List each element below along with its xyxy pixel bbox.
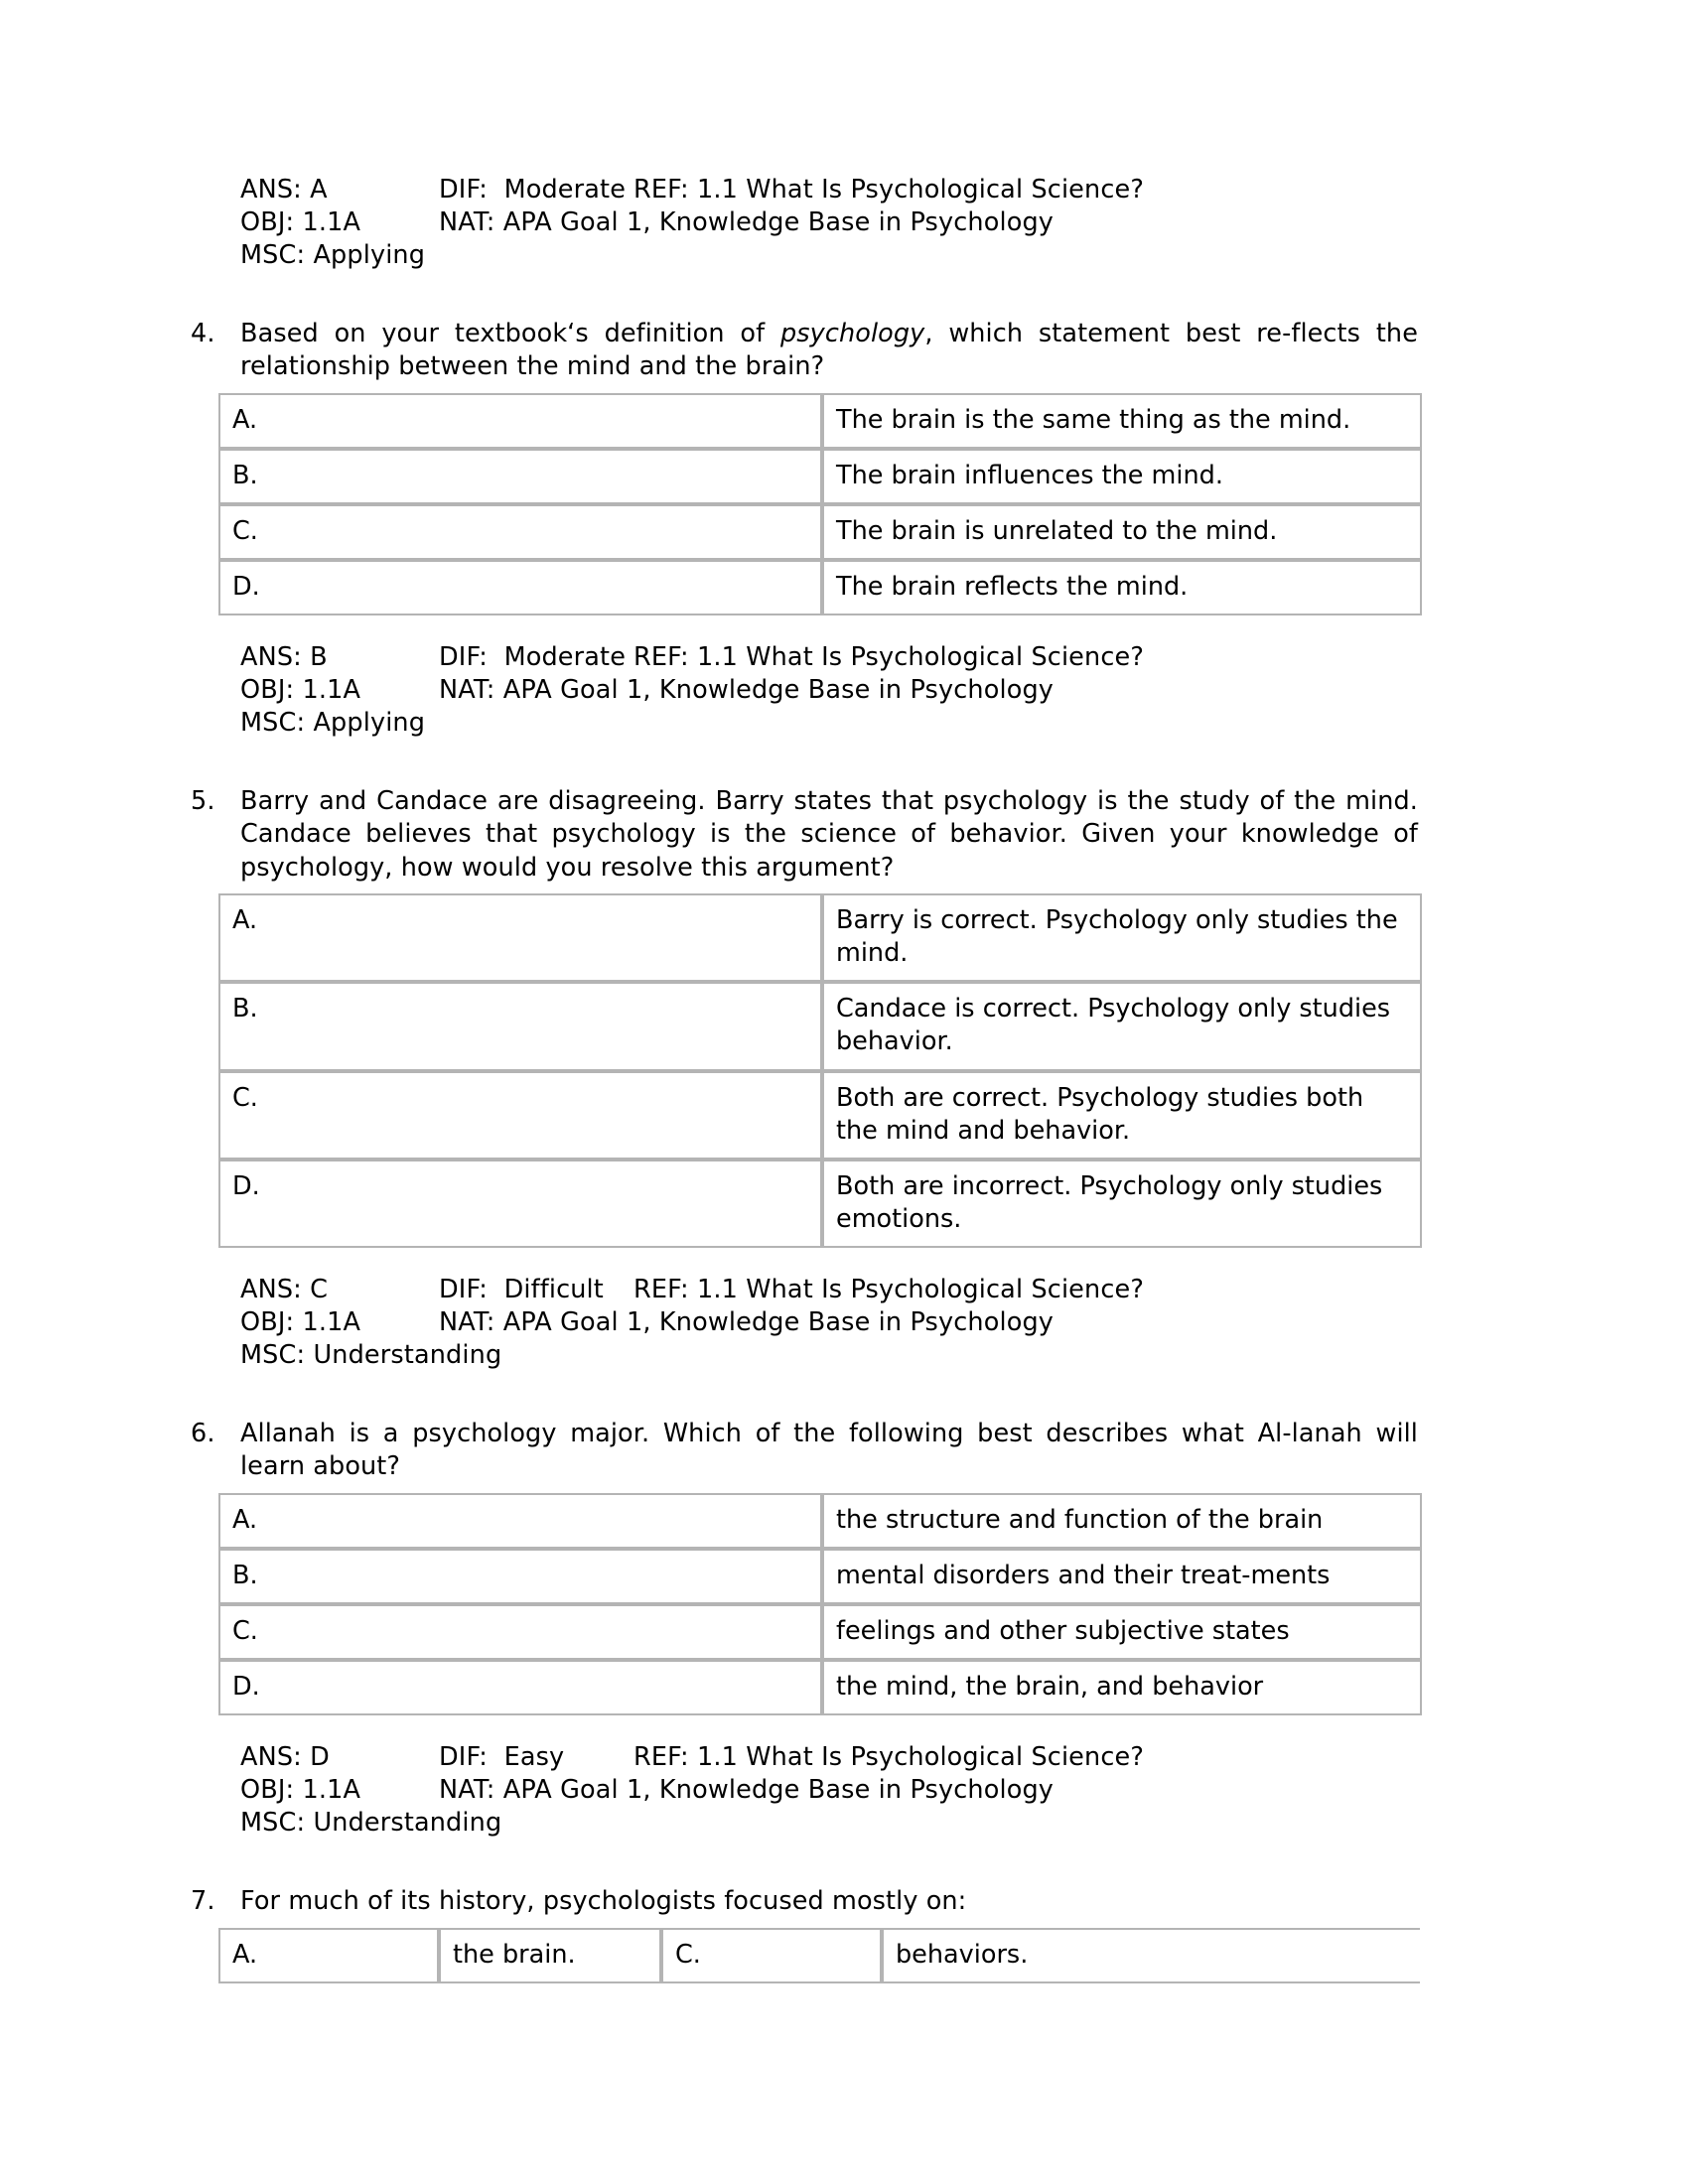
value-obj: 1.1A bbox=[302, 1775, 361, 1806]
value-msc: Understanding bbox=[313, 1340, 502, 1371]
label-ref: REF: bbox=[633, 1742, 689, 1773]
answer-options-table-q4 bbox=[218, 393, 1422, 616]
option-letter: B. bbox=[218, 1549, 822, 1604]
option-letter: B. bbox=[218, 982, 822, 1070]
label-msc: MSC: bbox=[240, 1808, 306, 1839]
option-letter: C. bbox=[661, 1928, 882, 1983]
page-content bbox=[189, 174, 1420, 1983]
option-text: Both are correct. Psychology studies both the mind and behavior. bbox=[822, 1071, 1422, 1160]
question-6 bbox=[189, 1418, 1420, 1484]
metadata-line-msc bbox=[240, 1339, 1420, 1372]
answer-metadata-block bbox=[189, 1741, 1420, 1840]
metadata-line-msc bbox=[240, 239, 1420, 272]
question-5 bbox=[189, 785, 1420, 885]
table-row[interactable] bbox=[218, 982, 1422, 1070]
question-number: 5. bbox=[191, 786, 215, 817]
label-obj: OBJ: bbox=[240, 207, 295, 238]
table-row[interactable] bbox=[218, 393, 1422, 449]
option-text: behaviors. bbox=[882, 1928, 1420, 1983]
metadata-line-msc bbox=[240, 1807, 1420, 1840]
option-letter: D. bbox=[218, 560, 822, 615]
answer-metadata-block bbox=[189, 174, 1420, 272]
value-msc: Applying bbox=[313, 240, 426, 271]
option-text: Both are incorrect. Psychology only studies emotions. bbox=[822, 1160, 1422, 1248]
option-letter: A. bbox=[218, 1928, 439, 1983]
value-dif: Moderate bbox=[503, 642, 627, 673]
question-number: 6. bbox=[191, 1419, 215, 1449]
question-stem: For much of its history, psychologists focused mostly on: bbox=[240, 1886, 967, 1917]
label-dif: DIF: bbox=[439, 1742, 489, 1773]
table-row[interactable] bbox=[218, 449, 1422, 504]
metadata-line-obj bbox=[240, 1774, 1420, 1807]
option-letter: C. bbox=[218, 504, 822, 560]
label-ans: ANS: bbox=[240, 1275, 302, 1305]
value-nat: APA Goal 1, Knowledge Base in Psychology bbox=[502, 1307, 1055, 1338]
table-row[interactable] bbox=[218, 1928, 1420, 1983]
stem-emphasis: psychology bbox=[780, 319, 925, 349]
value-obj: 1.1A bbox=[302, 207, 361, 238]
value-obj: 1.1A bbox=[302, 1307, 361, 1338]
value-nat: APA Goal 1, Knowledge Base in Psychology bbox=[502, 1775, 1055, 1806]
table-row[interactable] bbox=[218, 1493, 1422, 1549]
metadata-line-obj bbox=[240, 1306, 1420, 1339]
value-nat: APA Goal 1, Knowledge Base in Psychology bbox=[502, 207, 1055, 238]
question-number: 4. bbox=[191, 319, 215, 349]
option-text: The brain is unrelated to the mind. bbox=[822, 504, 1422, 560]
question-stem bbox=[240, 318, 1420, 384]
table-row[interactable] bbox=[218, 504, 1422, 560]
label-obj: OBJ: bbox=[240, 675, 295, 706]
option-letter: C. bbox=[218, 1604, 822, 1660]
table-row[interactable] bbox=[218, 560, 1422, 615]
table-row[interactable] bbox=[218, 1549, 1422, 1604]
label-ans: ANS: bbox=[240, 175, 302, 205]
question-number: 7. bbox=[191, 1886, 215, 1917]
option-letter: C. bbox=[218, 1071, 822, 1160]
option-text: The brain influences the mind. bbox=[822, 449, 1422, 504]
value-ans: D bbox=[310, 1742, 330, 1773]
label-ref: REF: bbox=[633, 175, 689, 205]
option-text: the structure and function of the brain bbox=[822, 1493, 1422, 1549]
answer-options-table-q7 bbox=[218, 1928, 1420, 1983]
label-dif: DIF: bbox=[439, 175, 489, 205]
value-obj: 1.1A bbox=[302, 675, 361, 706]
metadata-line-ans bbox=[240, 1274, 1420, 1306]
value-dif: Easy bbox=[503, 1742, 565, 1773]
label-ref: REF: bbox=[633, 642, 689, 673]
metadata-line-obj bbox=[240, 674, 1420, 707]
answer-options-table-q7-wrapper bbox=[189, 1919, 1420, 1983]
metadata-line-msc bbox=[240, 707, 1420, 740]
metadata-line-obj bbox=[240, 206, 1420, 239]
table-row[interactable] bbox=[218, 1160, 1422, 1248]
value-ans: A bbox=[310, 175, 328, 205]
table-row[interactable] bbox=[218, 1071, 1422, 1160]
question-7 bbox=[189, 1885, 1420, 1918]
option-letter: D. bbox=[218, 1160, 822, 1248]
option-text: the mind, the brain, and behavior bbox=[822, 1660, 1422, 1715]
metadata-line-ans bbox=[240, 1741, 1420, 1774]
value-ref: 1.1 What Is Psychological Science? bbox=[696, 175, 1145, 205]
option-text: mental disorders and their treat-ments bbox=[822, 1549, 1422, 1604]
label-obj: OBJ: bbox=[240, 1775, 295, 1806]
option-text: The brain is the same thing as the mind. bbox=[822, 393, 1422, 449]
label-msc: MSC: bbox=[240, 1340, 306, 1371]
option-text: The brain reflects the mind. bbox=[822, 560, 1422, 615]
value-msc: Applying bbox=[313, 708, 426, 739]
question-stem: Allanah is a psychology major. Which of the following best describes what Al-lanah will learn about? bbox=[240, 1419, 1418, 1482]
value-msc: Understanding bbox=[313, 1808, 502, 1839]
label-msc: MSC: bbox=[240, 708, 306, 739]
label-msc: MSC: bbox=[240, 240, 306, 271]
value-nat: APA Goal 1, Knowledge Base in Psychology bbox=[502, 675, 1055, 706]
label-ans: ANS: bbox=[240, 642, 302, 673]
stem-part-1: Based on your textbook‘s definition of bbox=[240, 319, 780, 349]
stem-part-2: , which statement best re-flects the relationship between the mind and the brain? bbox=[240, 319, 1418, 382]
option-text: Barry is correct. Psychology only studies the mind. bbox=[822, 893, 1422, 982]
label-nat: NAT: bbox=[439, 675, 495, 706]
table-row[interactable] bbox=[218, 1660, 1422, 1715]
value-dif: Moderate bbox=[503, 175, 627, 205]
answer-metadata-block bbox=[189, 1274, 1420, 1372]
option-text: Candace is correct. Psychology only studies behavior. bbox=[822, 982, 1422, 1070]
option-text: feelings and other subjective states bbox=[822, 1604, 1422, 1660]
option-letter: D. bbox=[218, 1660, 822, 1715]
label-nat: NAT: bbox=[439, 1775, 495, 1806]
answer-metadata-block bbox=[189, 641, 1420, 740]
value-ref: 1.1 What Is Psychological Science? bbox=[696, 1742, 1145, 1773]
value-ref: 1.1 What Is Psychological Science? bbox=[696, 1275, 1145, 1305]
label-nat: NAT: bbox=[439, 1307, 495, 1338]
table-row[interactable] bbox=[218, 1604, 1422, 1660]
option-letter: A. bbox=[218, 1493, 822, 1549]
label-ref: REF: bbox=[633, 1275, 689, 1305]
label-dif: DIF: bbox=[439, 642, 489, 673]
option-letter: B. bbox=[218, 449, 822, 504]
value-ans: C bbox=[310, 1275, 329, 1305]
label-nat: NAT: bbox=[439, 207, 495, 238]
metadata-line-ans bbox=[240, 641, 1420, 674]
option-letter: A. bbox=[218, 893, 822, 982]
table-row[interactable] bbox=[218, 893, 1422, 982]
label-dif: DIF: bbox=[439, 1275, 489, 1305]
question-stem: Barry and Candace are disagreeing. Barry states that psychology is the study of the mind. Candace believes that psychology is the science of behavior. Given your knowledge of psychology, how would you resolve this argument? bbox=[240, 786, 1418, 883]
answer-options-table-q6 bbox=[218, 1493, 1422, 1716]
label-ans: ANS: bbox=[240, 1742, 302, 1773]
value-dif: Difficult bbox=[503, 1275, 604, 1305]
label-obj: OBJ: bbox=[240, 1307, 295, 1338]
answer-options-table-q5 bbox=[218, 893, 1422, 1248]
option-text: the brain. bbox=[439, 1928, 661, 1983]
value-ans: B bbox=[310, 642, 328, 673]
option-letter: A. bbox=[218, 393, 822, 449]
question-4 bbox=[189, 318, 1420, 384]
metadata-line-ans bbox=[240, 174, 1420, 206]
value-ref: 1.1 What Is Psychological Science? bbox=[696, 642, 1145, 673]
